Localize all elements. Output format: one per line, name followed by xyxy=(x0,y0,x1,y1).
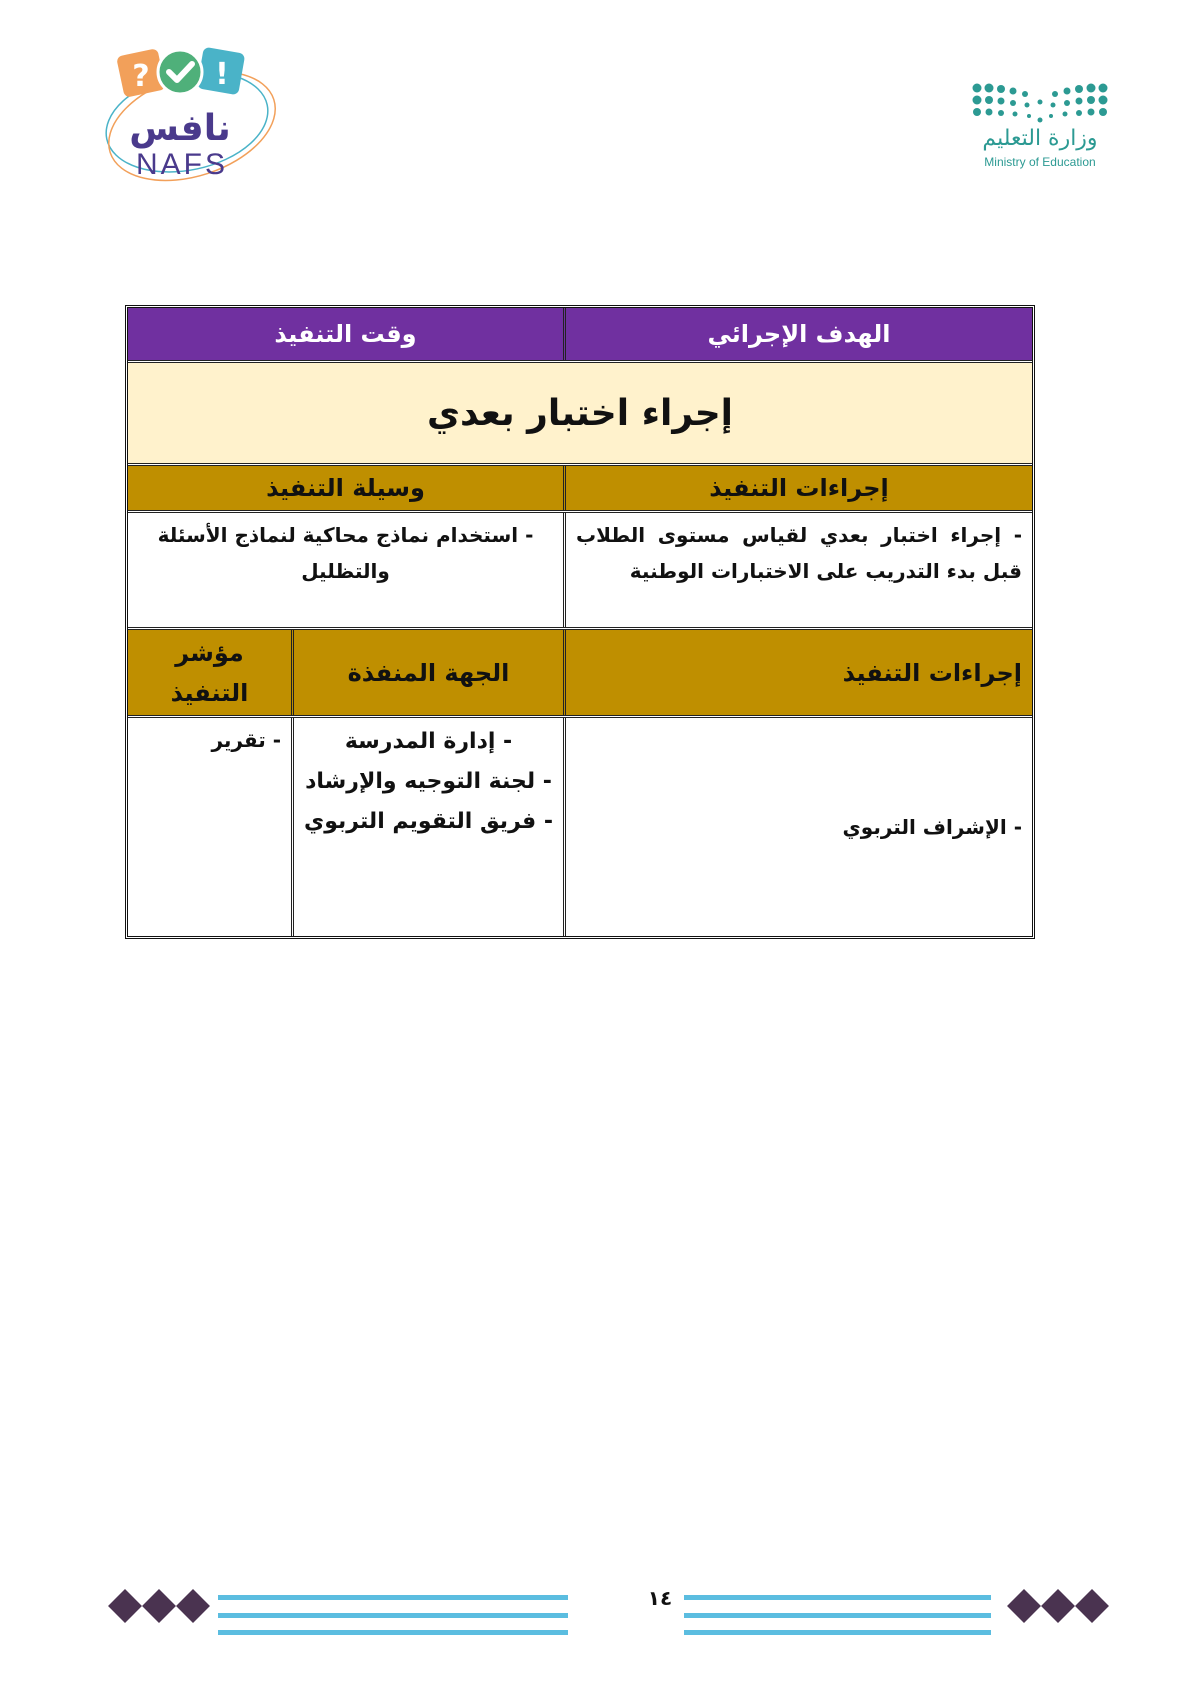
page-number: ١٤ xyxy=(647,1586,673,1610)
nafs-logo-english: NAFS xyxy=(135,148,228,181)
section1-procedures-text: - إجراء اختبار بعدي لقياس مستوى الطلاب قبل بدء التدريب على الاختبارات الوطنية xyxy=(566,513,1032,627)
diamond-icon xyxy=(1041,1589,1075,1623)
executing-party-item: - لجنة التوجيه والإرشاد xyxy=(305,769,552,794)
svg-text:?: ? xyxy=(132,59,150,94)
section2-executing-parties xyxy=(294,718,566,936)
section1-procedures-header: إجراءات التنفيذ xyxy=(566,466,1032,510)
procedural-plan-table xyxy=(125,305,1035,939)
diamond-icon xyxy=(108,1589,142,1623)
right-stripes-ornament xyxy=(684,1595,991,1635)
ministry-name-arabic: وزارة التعليم xyxy=(982,126,1098,151)
section1-content-row xyxy=(128,513,1032,630)
section1-means-header: وسيلة التنفيذ xyxy=(128,466,566,510)
section2-indicator-header: مؤشر التنفيذ xyxy=(128,630,294,715)
dots-pattern-icon xyxy=(965,80,1115,125)
left-stripes-ornament xyxy=(218,1595,568,1635)
diamond-icon xyxy=(1075,1589,1109,1623)
section2-content-row xyxy=(128,718,1032,936)
page-footer xyxy=(0,1580,1191,1640)
section1-header-row xyxy=(128,466,1032,513)
section2-procedures-header: إجراءات التنفيذ xyxy=(566,630,1032,715)
executing-party-item: - إدارة المدرسة xyxy=(344,729,513,754)
diamond-icon xyxy=(142,1589,176,1623)
ministry-name-english: Ministry of Education xyxy=(984,155,1096,169)
section1-means-text: - استخدام نماذج محاكية لنماذج الأسئلة والتظليل xyxy=(128,513,566,627)
goal-title: إجراء اختبار بعدي xyxy=(128,363,1032,463)
left-diamonds-ornament xyxy=(108,1594,210,1618)
goal-title-row xyxy=(128,363,1032,466)
diamond-icon xyxy=(176,1589,210,1623)
section2-indicator-text: - تقرير xyxy=(128,718,294,936)
ministry-of-education-logo xyxy=(965,80,1125,175)
nafs-logo-arabic: نافس xyxy=(129,108,231,149)
section2-procedures-text: - الإشراف التربوي xyxy=(566,718,1032,936)
diamond-icon xyxy=(1007,1589,1041,1623)
nafs-logo xyxy=(92,40,282,185)
procedural-goal-header: الهدف الإجرائي xyxy=(566,308,1032,360)
right-diamonds-ornament xyxy=(1007,1594,1109,1618)
section2-executing-party-header: الجهة المنفذة xyxy=(294,630,566,715)
svg-text:!: ! xyxy=(215,57,229,92)
table-header-row xyxy=(128,308,1032,363)
execution-time-header: وقت التنفيذ xyxy=(128,308,566,360)
executing-party-item: - فريق التقويم التربوي xyxy=(304,809,553,834)
section2-header-row xyxy=(128,630,1032,718)
